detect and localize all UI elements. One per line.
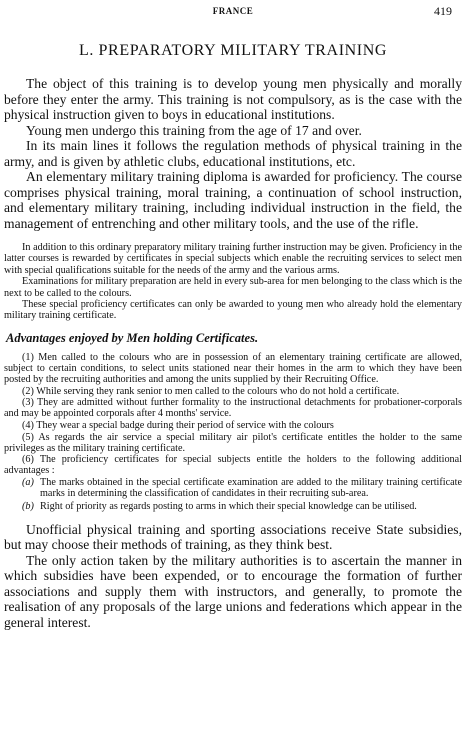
- paragraph: The only action taken by the military authorities is to ascertain the manner in which subsidies have been expended, or to encourage the formation of further associations and supply them with instructors, and generally, to promote the realisation of any proposals of the large unions and federations which appear in the general interest.: [4, 552, 462, 630]
- list-item: (6) The proficiency certificates for special subjects entitle the holders to the following additional advantages :: [4, 454, 462, 477]
- intro-text: [4, 76, 462, 231]
- sub-item-text: Right of priority as regards posting to arms in which their special knowledge can be utilised.: [40, 500, 417, 512]
- page-number: 419: [434, 4, 452, 18]
- list-item: (4) They wear a special badge during their period of service with the colours: [22, 419, 334, 431]
- paragraph: Examinations for military preparation are held in every sub-area for men belonging to the class which is the next to be called to the colours.: [4, 276, 462, 299]
- running-head: [4, 0, 462, 24]
- further-instruction-text: [4, 242, 462, 322]
- sub-list-item: [22, 477, 462, 499]
- paragraph: The object of this training is to develop young men physically and morally before they enter the army. This training is not compulsory, as is the case with the physical instruction given to boys in educational institutions.: [4, 76, 462, 122]
- paragraph: Young men undergo this training from the age of 17 and over.: [26, 122, 362, 138]
- section-heading: L. PREPARATORY MILITARY TRAINING: [78, 42, 388, 59]
- paragraph: These special proficiency certificates can only be awarded to young men who already hold the elementary military training certificate.: [4, 299, 462, 322]
- list-item: (3) They are admitted without further formality to the instructional detachments for probationer-corporals and may be appointed corporals after 4 months' service.: [4, 397, 462, 420]
- paragraph: In addition to this ordinary preparatory military training further instruction may be given. Proficiency in the latter courses is rewarded by certificates in special subjects which enable the recruiting services to select men with special qualifications suitable for the needs of the army and the various arms.: [4, 242, 462, 276]
- paragraph: Unofficial physical training and sporting associations receive State subsidies, but may choose their methods of training, as they think best.: [4, 521, 462, 553]
- advantages-heading: Advantages enjoyed by Men holding Certificates.: [6, 330, 259, 345]
- running-title: FRANCE: [212, 6, 254, 16]
- paragraph: An elementary military training diploma is awarded for proficiency. The course comprises physical training, moral training, a continuation of school instruction, and elementary military training, including individual instruction in the field, the management of entrenching and other military tools, and the use of the rifle.: [4, 169, 462, 231]
- sub-item-marker: (a): [22, 477, 34, 489]
- list-item: (1) Men called to the colours who are in possession of an elementary training certificate are allowed, subject to certain conditions, to select units stationed near their homes in the arm to which they have been posted by the recruiting authorities and among the units supplied by their Recruiting Office.: [4, 351, 462, 386]
- sub-item-text: The marks obtained in the special certificate examination are added to the military training certificate marks in determining the classification of candidates in their recruiting sub-area.: [40, 477, 462, 500]
- sub-item-marker: (b): [22, 500, 34, 512]
- list-item: (2) While serving they rank senior to men called to the colours who do not hold a certificate.: [22, 385, 400, 397]
- paragraph: In its main lines it follows the regulation methods of physical training in the army, and is given by athletic clubs, educational institutions, etc.: [4, 138, 462, 169]
- advantages-list: [4, 352, 462, 512]
- closing-text: [4, 522, 462, 631]
- sub-list-item: [22, 501, 462, 512]
- list-item: (5) As regards the air service a special military air pilot's certificate entitles the holder to the same privileges as the military training certificate.: [4, 431, 462, 454]
